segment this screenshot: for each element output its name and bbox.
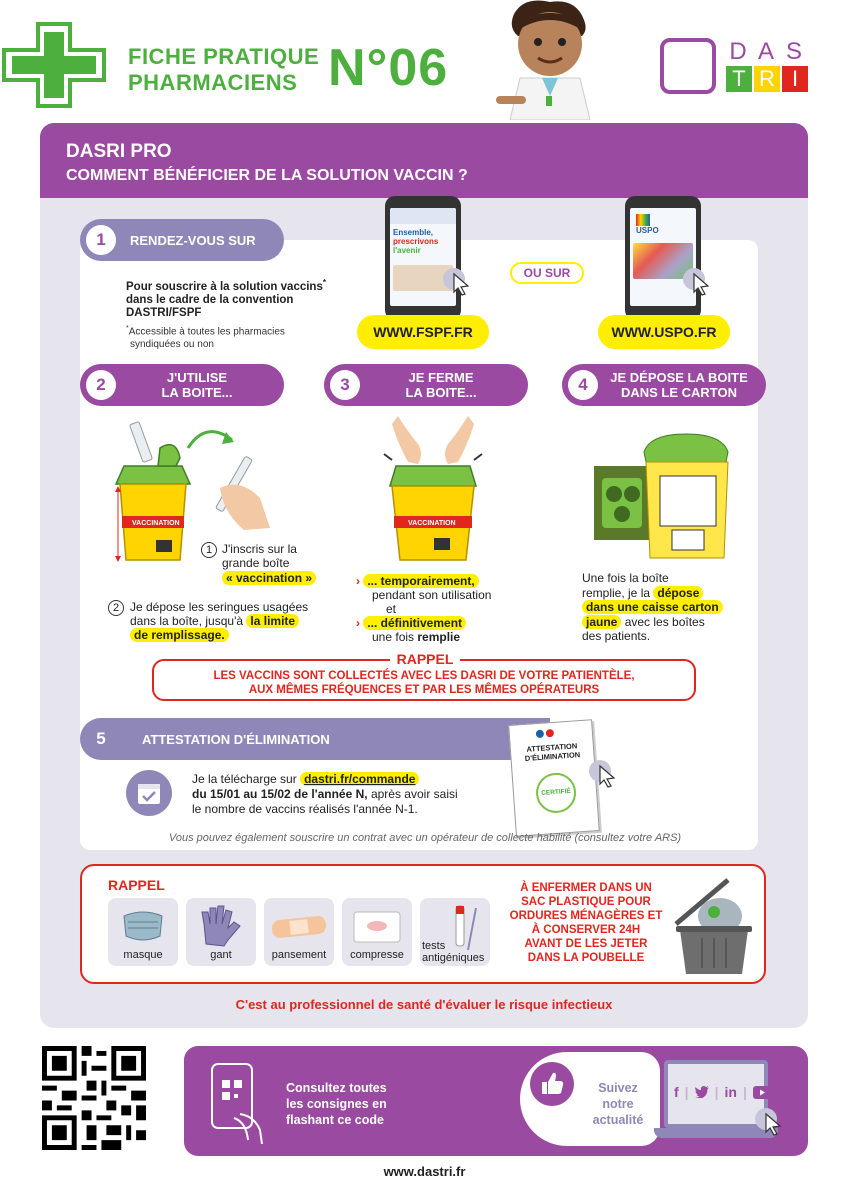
header-title-line1: FICHE PRATIQUE bbox=[128, 44, 320, 69]
cursor-click-icon bbox=[586, 758, 622, 788]
follow-text bbox=[578, 1080, 658, 1128]
step4-line3b: avec les boîtes bbox=[624, 614, 705, 629]
step3-highlight-a: ... temporairement, bbox=[363, 574, 478, 588]
label-gant: gant bbox=[210, 949, 232, 961]
calendar-check-icon bbox=[126, 770, 172, 816]
label-tests-line1: tests bbox=[422, 940, 446, 952]
step1-number: 1 bbox=[86, 225, 116, 255]
or-badge bbox=[510, 262, 584, 284]
step2-item2-highlight2: de remplissage. bbox=[130, 628, 229, 642]
warn-line3: ORDURES MÉNAGÈRES ET bbox=[509, 910, 663, 922]
step3-line-a2: pendant son utilisation bbox=[372, 588, 492, 602]
step5-line2a: du 15/01 au 15/02 de l'année N, bbox=[192, 787, 368, 801]
cursor-click-icon bbox=[752, 1106, 788, 1136]
step1-body-star: * bbox=[322, 278, 326, 287]
step2-title-line2: LA BOITE... bbox=[161, 385, 233, 400]
sheet-number: N°06 bbox=[328, 39, 449, 97]
step1-note-line2: syndiquées ou non bbox=[130, 339, 214, 351]
rappel2-warning bbox=[506, 881, 666, 965]
label-tests bbox=[420, 940, 496, 964]
mask-icon bbox=[118, 908, 168, 944]
glove-icon bbox=[198, 904, 244, 948]
step2-number: 2 bbox=[86, 370, 116, 400]
box-label: VACCINATION bbox=[408, 520, 456, 527]
stamp-label: CERTIFIÉ bbox=[540, 787, 572, 797]
logo-letter-r: R bbox=[754, 66, 780, 92]
facebook-icon[interactable]: f bbox=[674, 1084, 679, 1100]
fspf-link[interactable] bbox=[357, 315, 489, 349]
step1-note bbox=[126, 322, 285, 351]
step2-item2-highlight1: la limite bbox=[246, 614, 299, 628]
step4-line4: des patients. bbox=[582, 629, 651, 643]
step5-text bbox=[192, 772, 458, 817]
step4-highlight3: jaune bbox=[582, 615, 621, 629]
panel-subtitle: DASRI PRO bbox=[66, 141, 172, 162]
step5-number: 5 bbox=[96, 729, 106, 748]
step5-line1a: Je la télécharge sur bbox=[192, 772, 297, 786]
step1-title: RENDEZ-VOUS SUR bbox=[130, 232, 256, 248]
step4-title-line2: DANS LE CARTON bbox=[620, 385, 738, 400]
bandage-icon bbox=[270, 916, 328, 938]
scan-line1: Consultez toutes bbox=[286, 1081, 387, 1095]
cursor-click-icon bbox=[440, 266, 476, 296]
rappel2-title: RAPPEL bbox=[108, 877, 165, 893]
logo-letter-s: S bbox=[785, 38, 802, 65]
or-label: OU SUR bbox=[523, 266, 571, 280]
step4-highlight1: dépose bbox=[653, 586, 703, 600]
doc-title-line1: ATTESTATION bbox=[526, 741, 578, 754]
follow-line3: actualité bbox=[592, 1113, 644, 1127]
warn-line2: SAC PLASTIQUE POUR bbox=[521, 896, 651, 908]
step5-line2b: après avoir saisi bbox=[370, 787, 458, 801]
step2-title-line1: J'UTILISE bbox=[166, 370, 228, 385]
step2-item2-line2: dans la boîte, jusqu'à bbox=[130, 614, 244, 628]
youtube-icon[interactable] bbox=[753, 1086, 771, 1099]
logo-letter-i: I bbox=[782, 66, 808, 92]
step2-item2-line1: Je dépose les seringues usagées bbox=[130, 600, 309, 614]
rappel1-line1: LES VACCINS SONT COLLECTÉS AVEC LES DASRI DE VOTRE PATIENTÈLE, bbox=[213, 670, 635, 682]
qr-code[interactable] bbox=[40, 1046, 152, 1154]
step2-item2-number: 2 bbox=[108, 600, 124, 616]
uspo-link[interactable] bbox=[598, 315, 730, 349]
label-masque: masque bbox=[123, 949, 163, 961]
phone-uspo-illustration bbox=[625, 196, 701, 320]
scan-text bbox=[286, 1080, 387, 1128]
step3-title-line2: LA BOITE... bbox=[405, 385, 477, 400]
step2-item1-number: 1 bbox=[201, 542, 217, 558]
header bbox=[0, 0, 849, 120]
follow-line1: Suivez bbox=[598, 1081, 638, 1095]
warn-line6: DANS LA POUBELLE bbox=[527, 952, 645, 964]
logo-letter-a: A bbox=[757, 38, 774, 65]
step2-item1-highlight: « vaccination » bbox=[222, 571, 316, 585]
panel-question: COMMENT BÉNÉFICIER DE LA SOLUTION VACCIN ? bbox=[66, 167, 468, 184]
box-in-carton-illustration bbox=[590, 432, 740, 562]
social-links: f | | in | bbox=[674, 1084, 771, 1100]
cursor-click-icon bbox=[680, 266, 716, 296]
label-compresse: compresse bbox=[350, 949, 404, 961]
step4-title-line1: JE DÉPOSE LA BOITE bbox=[610, 370, 748, 385]
pharmacy-cross-icon bbox=[0, 20, 108, 110]
phone1-line3: l'avenir bbox=[393, 246, 421, 255]
step5-line3: le nombre de vaccins réalisés l'année N-1. bbox=[192, 802, 418, 816]
logo-frame-icon bbox=[660, 38, 716, 94]
qr-code-icon bbox=[40, 1046, 148, 1150]
step1-body bbox=[126, 276, 326, 320]
step2-item1-line2: grande boîte bbox=[222, 556, 290, 570]
step3-text: › ... temporairement, pendant son utilisation et › ... définitivement une fois remplie bbox=[356, 574, 492, 644]
website-link[interactable]: www.dastri.fr bbox=[383, 1164, 466, 1179]
phone-fspf-illustration bbox=[385, 196, 461, 320]
dastri-commande-link[interactable]: dastri.fr/commande bbox=[300, 772, 419, 786]
step3-line-b2a: une fois bbox=[372, 630, 415, 644]
header-title-line2: PHARMACIENS bbox=[128, 70, 298, 95]
scan-line3: flashant ce code bbox=[286, 1113, 384, 1127]
flag-icon bbox=[536, 730, 545, 739]
trash-bin-icon bbox=[672, 876, 756, 976]
step2-item1-line1: J'inscris sur la bbox=[222, 542, 297, 556]
flag-icon bbox=[546, 729, 555, 738]
twitter-icon[interactable] bbox=[695, 1086, 709, 1098]
step2-item2 bbox=[130, 600, 308, 642]
step3-number: 3 bbox=[330, 370, 360, 400]
rappel1-line2: AUX MÊMES FRÉQUENCES ET PAR LES MÊMES OPÉRATEURS bbox=[248, 684, 600, 696]
step1-body-line1: Pour souscrire à la solution vaccins bbox=[126, 280, 323, 293]
label-pansement: pansement bbox=[271, 949, 327, 961]
certified-stamp bbox=[535, 772, 578, 815]
phone1-line1: Ensemble, bbox=[393, 228, 434, 237]
step4-highlight2: dans une caisse carton bbox=[582, 600, 723, 614]
sharps-box-closing-illustration bbox=[378, 414, 488, 564]
compress-icon bbox=[352, 910, 402, 944]
warn-line4: À CONSERVER 24H bbox=[531, 924, 641, 936]
box-label: VACCINATION bbox=[132, 520, 180, 527]
uspo-url: WWW.USPO.FR bbox=[611, 324, 717, 340]
label-tests-line2: antigéniques bbox=[422, 952, 485, 964]
doc-title-line2: D'ÉLIMINATION bbox=[524, 750, 581, 763]
logo-letter-t: T bbox=[726, 66, 752, 92]
phone-scan-icon bbox=[204, 1060, 270, 1144]
phone1-line2: prescrivons bbox=[393, 237, 439, 246]
step3-title-line1: JE FERME bbox=[408, 370, 474, 385]
follow-line2: notre bbox=[602, 1097, 634, 1111]
step4-line1: Une fois la boîte bbox=[582, 571, 669, 585]
step3-highlight-b: ... définitivement bbox=[363, 616, 466, 630]
step2-item1 bbox=[222, 542, 316, 585]
step4-line2a: remplie, je la bbox=[582, 585, 651, 600]
warn-line5: AVANT DE LES JETER bbox=[524, 938, 648, 950]
step1-note-star: * bbox=[126, 325, 129, 332]
fspf-url: WWW.FSPF.FR bbox=[373, 324, 473, 340]
pharmacist-illustration bbox=[490, 0, 610, 120]
logo-letter-d: D bbox=[729, 38, 747, 65]
step3-line-b2b: remplie bbox=[417, 630, 461, 644]
dastri-logo bbox=[660, 38, 810, 94]
warn-line1: À ENFERMER DANS UN bbox=[520, 882, 652, 894]
step5-title: ATTESTATION D'ÉLIMINATION bbox=[142, 731, 330, 747]
step5-note: Vous pouvez également souscrire un contrat avec un opérateur de collecte habilité (consultez votre ARS) bbox=[168, 832, 682, 844]
step4-number: 4 bbox=[568, 370, 598, 400]
step1-note-line1: Accessible à toutes les pharmacies bbox=[128, 326, 285, 338]
risk-note: C'est au professionnel de santé d'évaluer le risque infectieux bbox=[235, 997, 613, 1012]
step1-body-line2: dans le cadre de la convention bbox=[126, 293, 294, 306]
step1-body-line3: DASTRI/FSPF bbox=[126, 306, 202, 319]
scan-line2: les consignes en bbox=[286, 1097, 387, 1111]
step3-and: et bbox=[386, 602, 397, 616]
rappel1-title: RAPPEL bbox=[390, 651, 460, 667]
phone2-brand: USPO bbox=[636, 226, 659, 235]
linkedin-icon[interactable]: in bbox=[724, 1084, 737, 1100]
thumbs-up-icon bbox=[528, 1060, 576, 1108]
step5-pill bbox=[80, 718, 550, 760]
step4-text bbox=[582, 571, 723, 644]
